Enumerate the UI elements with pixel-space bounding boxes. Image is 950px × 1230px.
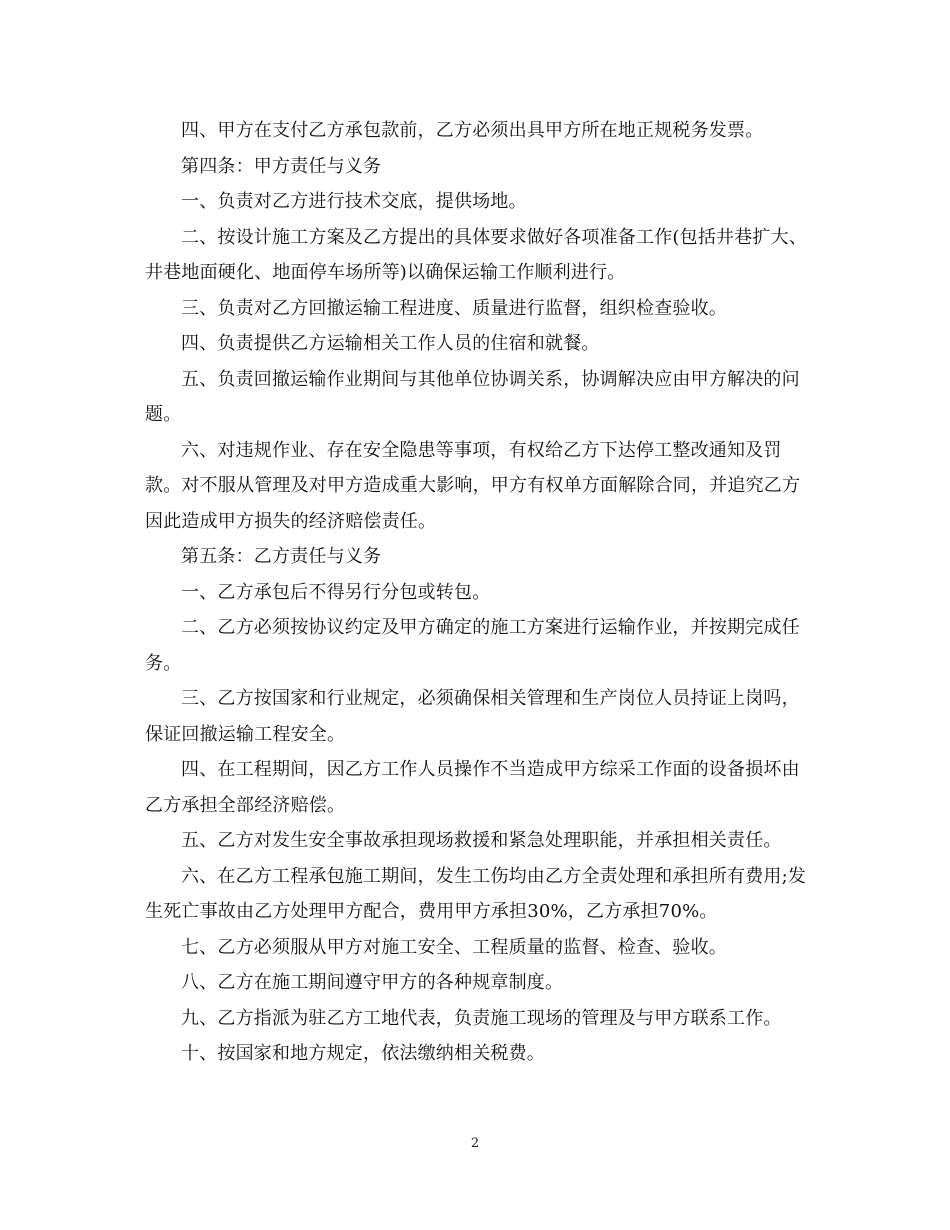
section-heading-article-5: 第五条：乙方责任与义务	[181, 546, 382, 567]
paragraph-article-4-item-1: 一、负责对乙方进行技术交底，提供场地。	[181, 191, 527, 212]
paragraph-article-5-item-6: 六、在乙方工程承包施工期间，发生工伤均由乙方全责处理和承担所有费用;发生死亡事故由乙方处理甲方配合，费用甲方承担30%，乙方承担70%。	[145, 865, 807, 922]
paragraph-article-5-item-3: 三、乙方按国家和行业规定，必须确保相关管理和生产岗位人员持证上岗吗，保证回撤运输工程安全。	[145, 688, 800, 745]
paragraph-article-5-item-2: 二、乙方必须按协议约定及甲方确定的施工方案进行运输作业，并按期完成任务。	[145, 617, 800, 674]
paragraph-article-5-item-5: 五、乙方对发生安全事故承担现场救援和紧急处理职能，并承担相关责任。	[181, 830, 782, 851]
paragraph-article-4-item-3: 三、负责对乙方回撤运输工程进度、质量进行监督，组织检查验收。	[181, 297, 727, 319]
paragraph-article-5-item-7: 七、乙方必须服从甲方对施工安全、工程质量的监督、检查、验收。	[181, 936, 727, 958]
document-body	[145, 113, 810, 1072]
paragraph-article-5-item-8: 八、乙方在施工期间遵守甲方的各种规章制度。	[181, 972, 564, 993]
paragraph-payment-invoice: 四、甲方在支付乙方承包款前，乙方必须出具甲方所在地正规税务发票。	[181, 120, 764, 141]
paragraph-article-4-item-5: 五、负责回撤运输作业期间与其他单位协调关系，协调解决应由甲方解决的问题。	[145, 368, 800, 425]
paragraph-article-5-item-9: 九、乙方指派为驻乙方工地代表，负责施工现场的管理及与甲方联系工作。	[181, 1007, 782, 1029]
paragraph-article-5-item-4: 四、在工程期间，因乙方工作人员操作不当造成甲方综采工作面的设备损坏由乙方承担全部经济赔偿。	[145, 759, 800, 816]
paragraph-article-4-item-6: 六、对违规作业、存在安全隐患等事项，有权给乙方下达停工整改通知及罚款。对不服从管理及对甲方造成重大影响，甲方有权单方面解除合同，并追究乙方因此造成甲方损失的经济赔偿责任。	[145, 439, 801, 532]
paragraph-article-4-item-4: 四、负责提供乙方运输相关工作人员的住宿和就餐。	[181, 333, 600, 354]
section-heading-article-4: 第四条：甲方责任与义务	[181, 155, 382, 177]
page-number: 2	[470, 1136, 480, 1151]
paragraph-article-5-item-10: 十、按国家和地方规定，依法缴纳相关税费。	[181, 1043, 545, 1064]
paragraph-article-5-item-1: 一、乙方承包后不得另行分包或转包。	[181, 581, 491, 603]
paragraph-article-4-item-2: 二、按设计施工方案及乙方提出的具体要求做好各项准备工作(包括井巷扩大、井巷地面硬化、地面停车场所等)以确保运输工作顺利进行。	[145, 226, 808, 283]
